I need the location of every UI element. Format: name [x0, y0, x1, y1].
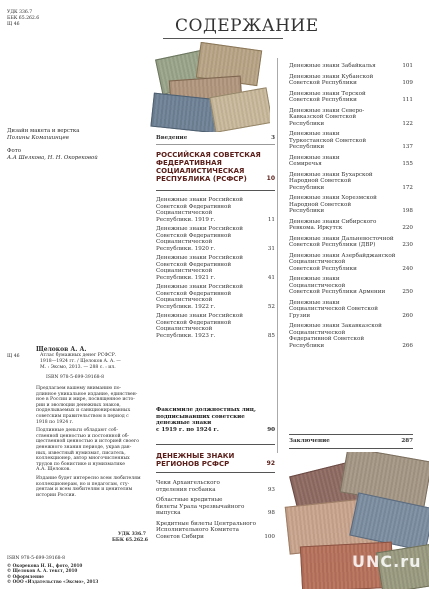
photo-label: Фото	[7, 148, 21, 154]
toc-entry[interactable]: Денежные знаки Хорезмской Народной Советской Республики 198	[289, 195, 413, 214]
toc-entry[interactable]: Денежные знаки Сибирского Ревкома. Иркутск 220	[289, 218, 413, 231]
facsimile-rule	[156, 444, 275, 445]
design-name: Полины Комашинцев	[7, 135, 69, 141]
summary-text	[36, 386, 151, 498]
summary-line: советским правительством в период с	[36, 413, 129, 419]
summary-line: А.А. Щелоков.	[36, 467, 71, 473]
summary-line: Предлагаем вашему вниманию по-	[36, 386, 122, 391]
summary-line: 1918 по 1924 г.	[36, 419, 74, 425]
regions-rule	[156, 472, 275, 473]
toc-entry[interactable]: Чеки Архангельского отделения госбанка 93	[156, 480, 275, 493]
toc-entry[interactable]: Денежные знаки Российской Советской Федеративной Социалистической Республики. 1919 г. 11	[156, 197, 275, 223]
toc-entry[interactable]: Денежные знаки Семиречья 155	[289, 154, 413, 167]
toc-regional-entries	[156, 480, 275, 540]
toc-conclusion[interactable]: Заключение 287	[289, 438, 413, 444]
section-title-line: ФЕДЕРАТИВНАЯ	[156, 159, 222, 167]
summary-line: рии и эволюции денежных знаков,	[36, 402, 121, 408]
author-heading: Щелоков А. А.	[36, 346, 87, 353]
toc-intro-page: 3	[271, 135, 275, 141]
toc-entry[interactable]: Денежные знаки Российской Советской Федеративной Социалистической Республики. 1920 г. 31	[156, 226, 275, 252]
summary-line: ных, известный нумизмат, писатель,	[36, 450, 126, 456]
summary-line: щественной ценностью и историей своего	[36, 439, 139, 445]
summary-line: ственной ценностью и постоянной об-	[36, 433, 130, 439]
toc-intro-label: Введение	[156, 135, 188, 141]
summary-line: Издание будет интересно всем любителям	[36, 475, 141, 481]
copyright-line: © Оформление	[7, 573, 44, 579]
watermark: UNC.ru	[352, 552, 422, 571]
udk-code: УДК 336.7	[7, 10, 33, 15]
toc-entry[interactable]: Денежные знаки Российской Советской Федеративной Социалистической Республики. 1923 г. 85	[156, 313, 275, 339]
toc-entry[interactable]: Денежные знаки Социалистической Советской Грузии 260	[289, 299, 413, 319]
summary-line: длинное уникальное издание, единствен-	[36, 391, 138, 397]
copyright-block	[7, 563, 98, 585]
section-title-line: РОССИЙСКАЯ СОВЕТСКАЯ	[156, 151, 261, 159]
section-rule	[156, 190, 275, 191]
conclusion-rule-top	[289, 434, 413, 435]
summary-line: трудов по бонистике и нумизматике	[36, 461, 125, 467]
design-label: Дизайн макета и верстка	[7, 128, 80, 134]
toc-section-regions[interactable]: ДЕНЕЖНЫЕ ЗНАКИ РЕГИОНОВ РСФСР 92	[156, 452, 275, 468]
toc-entry[interactable]: Денежные знаки Бухарской Народной Советской Республики 172	[289, 171, 413, 191]
summary-line: Подлинные деньги обладают соб-	[36, 428, 118, 434]
description-line-3: М. : Эксмо, 2013. — 288 с. : ил.	[40, 365, 116, 370]
summary-line: коллекционерам, но и педагогам, сту-	[36, 481, 130, 487]
author-code: Щ 46	[7, 22, 20, 27]
toc-right-entries	[289, 63, 413, 349]
toc-entry[interactable]: Денежные знаки Социалистической Советской Республики Армении 250	[289, 276, 413, 295]
copyright-line: © Окорекова Н. Н., фото, 2010	[7, 563, 83, 568]
toc-entry[interactable]: Денежные знаки Туркестанской Советской Республики 137	[289, 131, 413, 150]
toc-entry[interactable]: Денежные знаки Северо- Кавказской Советской Республики 122	[289, 107, 413, 127]
side-code: Щ 46	[7, 354, 20, 359]
isbn: ISBN 978-5-699-39168-8	[46, 375, 105, 380]
summary-line: дентам и всем любителям и ценителям	[36, 487, 133, 493]
description-line-1: Атлас бумажных денег РСФСР.	[40, 353, 117, 358]
isbn-bottom: ISBN 978-5-699-39168-8	[7, 556, 66, 561]
summary-line: денежного знания периоде, украв дан-	[36, 444, 132, 450]
summary-line: истории России.	[36, 492, 77, 498]
section-title-line: СОЦИАЛИСТИЧЕСКАЯ	[156, 167, 245, 175]
summary-line: коллекционер, автор многочисленных	[36, 456, 130, 462]
toc-entry[interactable]: Денежные знаки Российской Советской Федеративной Социалистической Республики. 1922 г. 52	[156, 284, 275, 310]
toc-entry[interactable]: Денежные знаки Забайкалья 101	[289, 63, 413, 69]
bottom-udk: УДК 336.7	[118, 532, 146, 537]
bbk-code: ББК 65.262.6	[7, 16, 40, 21]
description-line-2: 1918—1924 гг. / Щелоков А. А. —	[40, 359, 121, 364]
toc-left-entries	[156, 197, 275, 339]
toc-facsimile[interactable]: Факсимиле должностных лиц, подписывавших советские денежные знаки с 1919 г. по 1924 г. 90	[156, 407, 275, 433]
toc-entry[interactable]: Областные кредитные билеты Урала чрезвычайного выпуска 98	[156, 497, 275, 516]
bottom-bbk: ББК 65.262.6	[112, 538, 149, 543]
banknotes-photo-top	[148, 42, 270, 132]
summary-line: подделываемых и санкционированных	[36, 408, 131, 414]
intro-rule	[156, 144, 275, 145]
section-title-line: РЕСПУБЛИКА (РСФСР) 10	[156, 175, 275, 183]
column-divider	[277, 58, 278, 453]
summary-line: ное в России и мире, посвященное исто-	[36, 397, 135, 403]
toc-entry[interactable]: Денежные знаки Кубанской Советской Республики 109	[289, 73, 413, 86]
copyright-line: © Щелоков А. А. текст, 2010	[7, 568, 78, 574]
toc-entry[interactable]: Денежные знаки Терской Советской Республики 111	[289, 90, 413, 103]
toc-entry[interactable]: Денежные знаки Дальневосточной Советской Республики (ДВР) 230	[289, 235, 413, 248]
toc-entry[interactable]: Денежные знаки Российской Советской Федеративной Социалистической Республики. 1921 г. 41	[156, 255, 275, 281]
conclusion-rule-bottom	[289, 448, 413, 449]
toc-entry[interactable]: Денежные знаки Азербайджанской Социалистической Советской Республики 240	[289, 252, 413, 272]
photo-names: А.А Шелкова, Н. Н. Окорековой	[7, 155, 98, 161]
page-title: СОДЕРЖАНИЕ	[175, 16, 319, 36]
toc-entry[interactable]: Денежные знаки Закавказской Социалистической Федеративной Советской Республики 266	[289, 323, 413, 349]
title-rule	[163, 38, 283, 39]
toc-section-rsfsr[interactable]	[156, 151, 275, 183]
toc-entry[interactable]: Кредитные билеты Центрального Исполнительного Комитета Советов Сибири 100	[156, 520, 275, 540]
toc-intro[interactable]	[156, 135, 275, 142]
copyright-line: © ООО «Издательство «Эксмо», 2013	[7, 579, 99, 585]
